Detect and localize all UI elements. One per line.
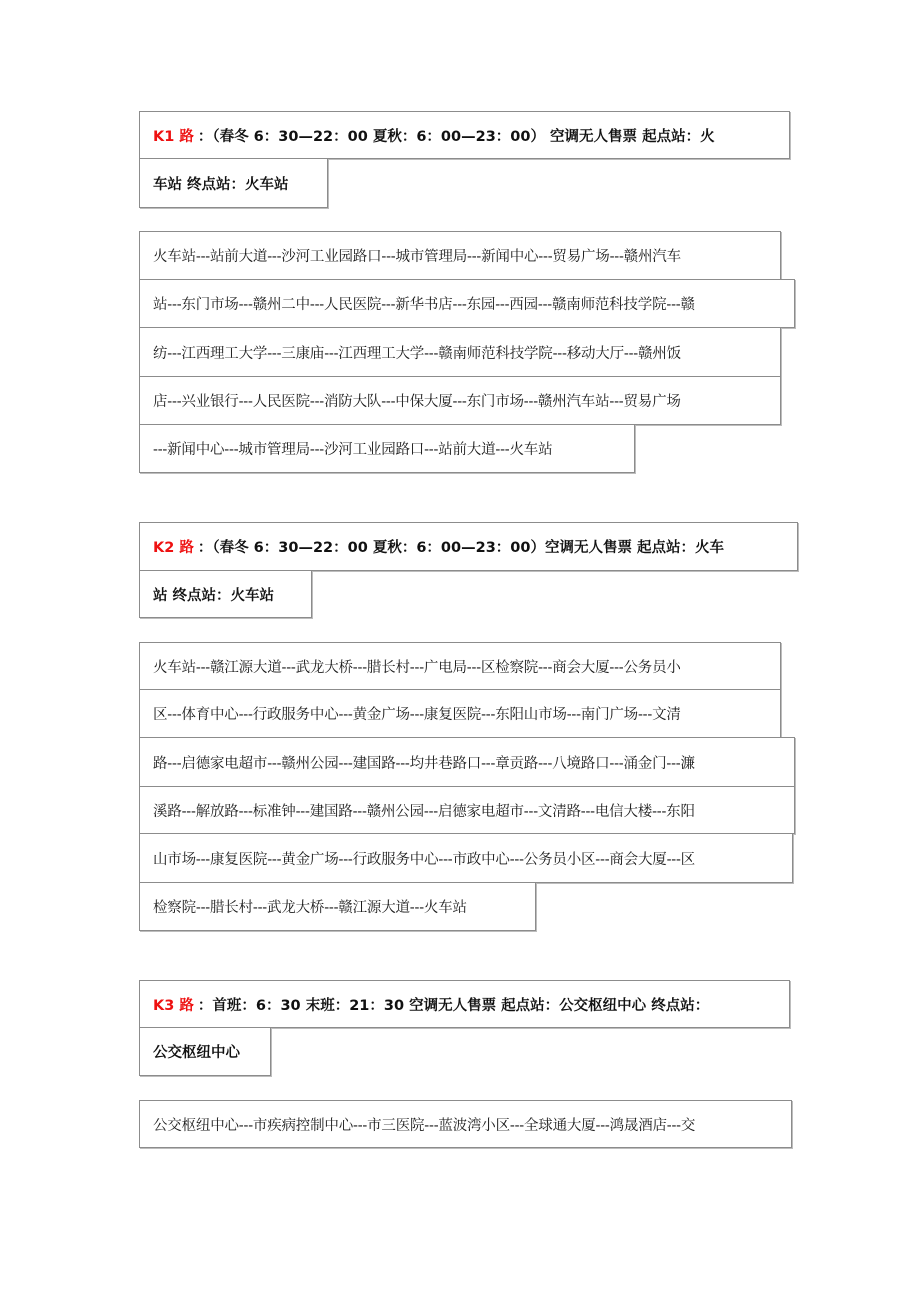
- k1-terminal-text: 车站 终点站：火车站: [153, 176, 289, 193]
- k3-terminal-text: 公交枢纽中心: [153, 1045, 240, 1061]
- k3-header-line-2: [139, 1027, 271, 1076]
- k1-route-label: K1 路: [153, 128, 194, 145]
- k2-terminal-text: 站 终点站：火车站: [153, 587, 275, 604]
- k1-stops-text: ---新闻中心---城市管理局---沙河工业园路口---站前大道---火车站: [153, 442, 553, 458]
- k2-stops-text: 检察院---腊长村---武龙大桥---赣江源大道---火车站: [153, 900, 467, 916]
- k2-header-line-2: [139, 570, 312, 618]
- k1-schedule-text: ：（春冬 6：30—22：00 夏秋：6：00—23：00） 空调无人售票 起点站：火: [197, 128, 715, 145]
- k1-header-line-1: [139, 111, 790, 159]
- k2-stops-line-2: [139, 689, 781, 738]
- k1-stops-line-3: [139, 327, 781, 377]
- k1-stops-line-5: [139, 424, 635, 473]
- k2-stops-line-6: [139, 882, 536, 931]
- k2-stops-line-1: [139, 642, 781, 690]
- k2-stops-text: 区---体育中心---行政服务中心---黄金广场---康复医院---东阳山市场---南门广场---文清: [153, 707, 681, 723]
- k3-header-line-1: [139, 980, 790, 1028]
- k1-stops-line-1: [139, 231, 781, 280]
- k2-schedule-text: ：（春冬 6：30—22：00 夏秋：6：00—23：00）空调无人售票 起点站：火车: [197, 540, 725, 556]
- k1-header-line-2: [139, 158, 328, 208]
- k2-route-label: K2 路: [153, 540, 194, 556]
- k1-stops-text: 站---东门市场---赣州二中---人民医院---新华书店---东园---西园---赣南师范科技学院---赣: [153, 297, 695, 313]
- k1-stops-text: 店---兴业银行---人民医院---消防大队---中保大厦---东门市场---赣州汽车站---贸易广场: [153, 394, 681, 410]
- k2-header-line-1: [139, 522, 798, 571]
- k2-stops-line-4: [139, 786, 795, 834]
- k2-stops-text: 溪路---解放路---标准钟---建国路---赣州公园---启德家电超市---文清路---电信大楼---东阳: [153, 803, 695, 820]
- k3-stops-text: 公交枢纽中心---市疾病控制中心---市三医院---蓝波湾小区---全球通大厦---鸿晟酒店---交: [153, 1117, 696, 1134]
- k1-stops-text: 火车站---站前大道---沙河工业园路口---城市管理局---新闻中心---贸易广场---赣州汽车: [153, 249, 681, 265]
- k2-stops-line-3: [139, 737, 795, 787]
- k1-stops-text: 纺---江西理工大学---三康庙---江西理工大学---赣南师范科技学院---移动大厅---赣州饭: [153, 345, 681, 362]
- k3-schedule-text: ：首班：6：30 末班：21：30 空调无人售票 起点站：公交枢纽中心 终点站：: [197, 997, 710, 1014]
- k2-stops-text: 山市场---康复医院---黄金广场---行政服务中心---市政中心---公务员小区---商会大厦---区: [153, 851, 695, 868]
- k2-stops-text: 路---启德家电超市---赣州公园---建国路---均井巷路口---章贡路---八境路口---涌金门---濂: [153, 755, 695, 772]
- k2-stops-text: 火车站---赣江源大道---武龙大桥---腊长村---广电局---区检察院---商会大厦---公务员小: [153, 659, 681, 676]
- k1-stops-line-4: [139, 376, 781, 425]
- k1-stops-line-2: [139, 279, 795, 328]
- k3-stops-line-1: [139, 1100, 792, 1148]
- k2-stops-line-5: [139, 833, 793, 883]
- k3-route-label: K3 路: [153, 997, 194, 1014]
